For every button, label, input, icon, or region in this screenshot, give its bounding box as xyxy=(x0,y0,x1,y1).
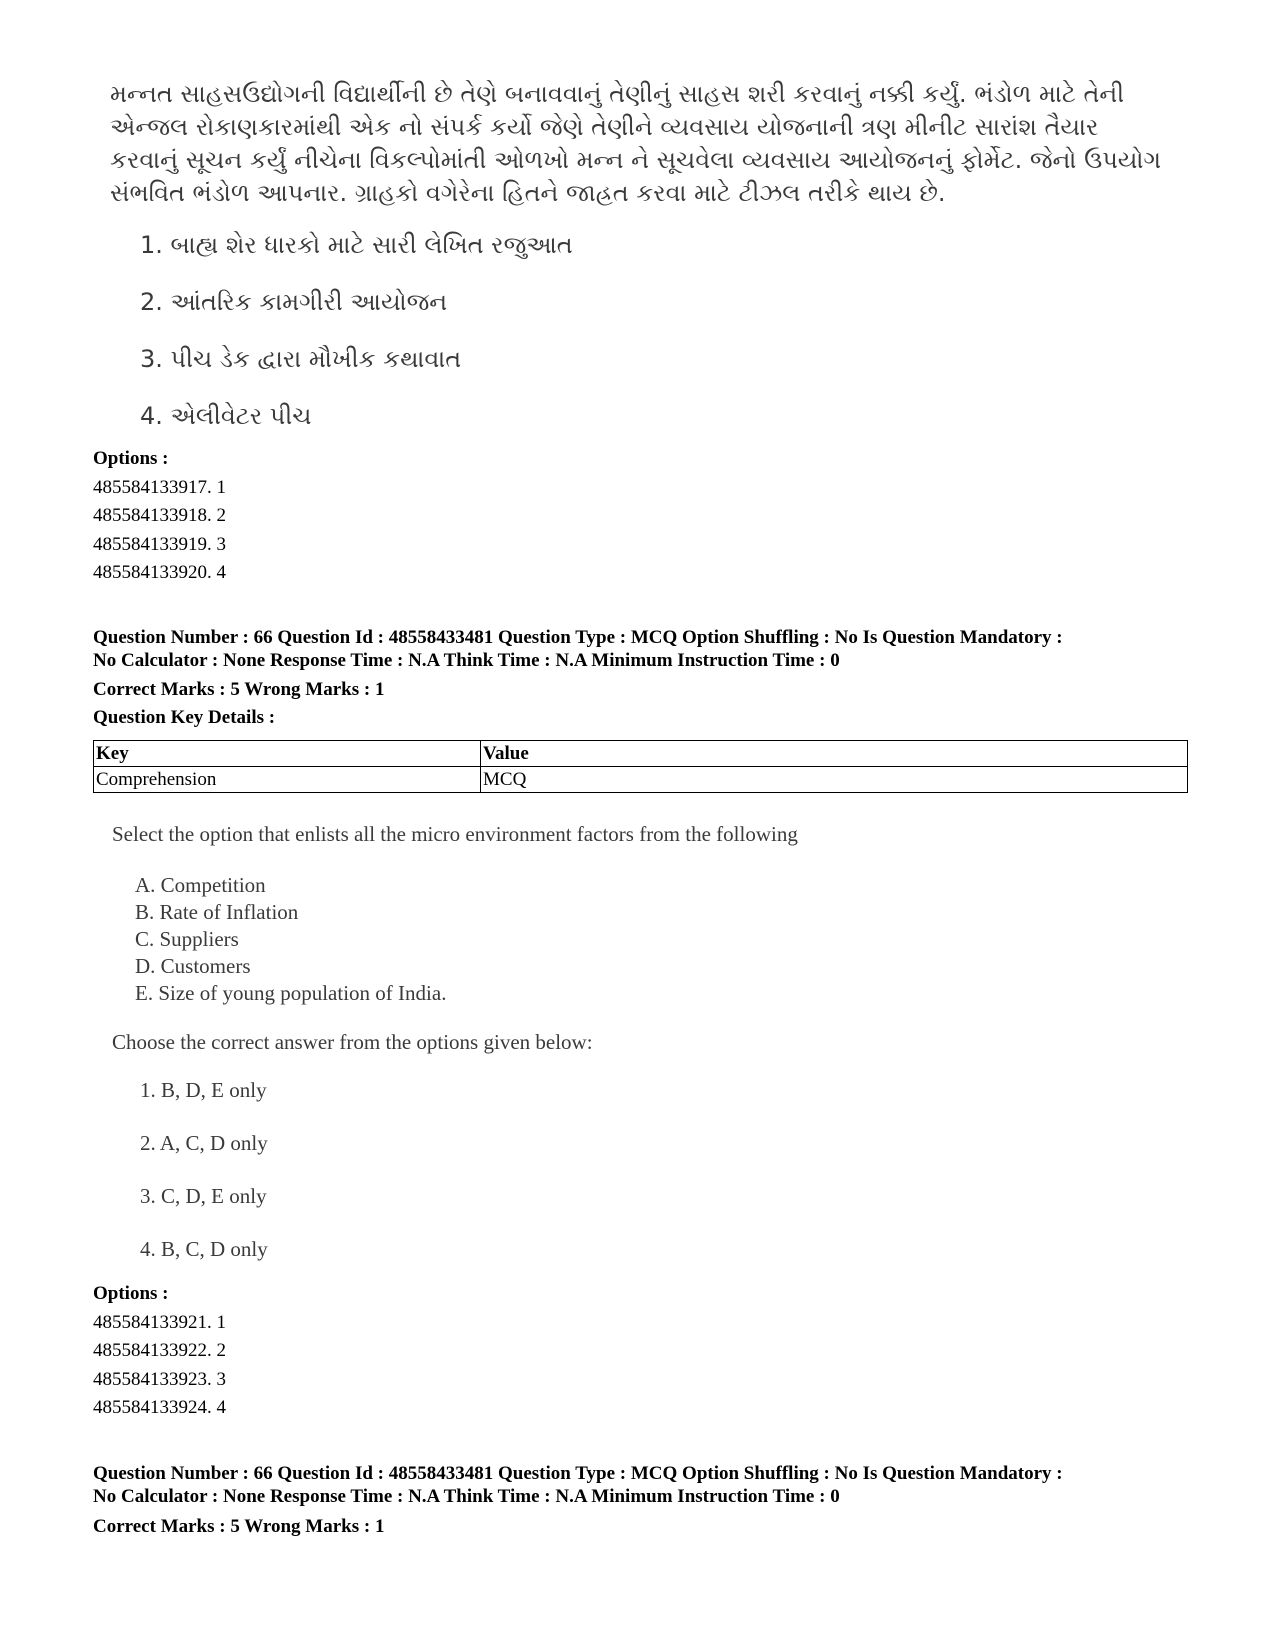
next-question-meta-line-1: Question Number : 66 Question Id : 48558433481 Question Type : MCQ Option Shuffling : No Is Question Mandatory : xyxy=(93,1463,1063,1484)
choice-item: 2. A, C, D only xyxy=(140,1131,268,1155)
question-choices xyxy=(140,1077,268,1289)
option-item: 485584133917. 1 xyxy=(93,476,226,498)
gujarati-choice-3: 3. પીચ ડેક દ્વારા મૌખીક કથાવાત xyxy=(140,345,462,373)
question-meta-line-1: Question Number : 66 Question Id : 48558433481 Question Type : MCQ Option Shuffling : No Is Question Mandatory : xyxy=(93,627,1063,648)
statement-item: D. Customers xyxy=(135,954,251,978)
key-details-label: Question Key Details : xyxy=(93,707,276,728)
question-statements xyxy=(135,872,446,1007)
table-header-row xyxy=(94,741,1188,767)
prev-options-block xyxy=(93,445,226,588)
option-item: 485584133924. 4 xyxy=(93,1397,226,1418)
question-text: Select the option that enlists all the micro environment factors from the following xyxy=(112,822,798,846)
option-item: 485584133920. 4 xyxy=(93,562,226,583)
gujarati-question-text: મન્નત સાહસઉદ્યોગની વિદ્યાર્થીની છે તેણે બનાવવાનું તેણીનું સાહસ શરી કરવાનું નક્કી કર્યું. ભંડોળ માટે તેની એન્જલ રોકાણકારમાંથી એક નો સંપર્ક કર્યો જેણે તેણીને વ્યવસાય યોજનાની ત્રણ મીનીટ સારાંશ તૈયાર કરવાનું સૂચન કર્યું નીચેના વિકલ્પોમાંતી ઓળખો મન્ન ને સૂચવેલા વ્યવસાય આયોજનનું ફોર્મેટ. જેનો ઉપયોગ સંભવિત ભંડોળ આપનાર. ગ્રાહકો વગેરેના હિતને જાહ્રત કરવા માટે ટીઝલ તરીકે થાય છે. xyxy=(110,80,1161,207)
gujarati-choice-1: 1. બાહ્ય શેર ધારકો માટે સારી લેખિત રજુઆત xyxy=(140,231,573,259)
table-header-value: Value xyxy=(481,741,1188,767)
option-item: 485584133921. 1 xyxy=(93,1311,226,1333)
option-item: 485584133918. 2 xyxy=(93,505,226,526)
option-item: 485584133919. 3 xyxy=(93,533,226,555)
question-marks: Correct Marks : 5 Wrong Marks : 1 xyxy=(93,679,385,700)
gujarati-choice-4: 4. એલીવેટર પીચ xyxy=(140,402,312,430)
option-item: 485584133923. 3 xyxy=(93,1368,226,1390)
next-question-marks: Correct Marks : 5 Wrong Marks : 1 xyxy=(93,1516,385,1537)
statement-item: A. Competition xyxy=(135,873,266,897)
question-meta-line-2: No Calculator : None Response Time : N.A Think Time : N.A Minimum Instruction Time : 0 xyxy=(93,650,840,671)
statement-item: E. Size of young population of India. xyxy=(135,981,447,1005)
option-item: 485584133922. 2 xyxy=(93,1340,226,1361)
table-cell-key: Comprehension xyxy=(94,767,481,793)
table-row xyxy=(94,767,1188,793)
question-meta xyxy=(93,626,1203,672)
gujarati-choice-2: 2. આંતરિક કામગીરી આયોજન xyxy=(140,288,448,316)
choice-item: 3. C, D, E only xyxy=(140,1184,267,1208)
next-question-meta xyxy=(93,1462,1203,1508)
choose-instruction: Choose the correct answer from the options given below: xyxy=(112,1030,593,1054)
choice-item: 4. B, C, D only xyxy=(140,1237,268,1261)
gujarati-choices xyxy=(140,230,573,458)
options-block xyxy=(93,1280,226,1423)
next-question-meta-line-2: No Calculator : None Response Time : N.A Think Time : N.A Minimum Instruction Time : 0 xyxy=(93,1486,840,1507)
options-label: Options : xyxy=(93,448,169,469)
statement-item: C. Suppliers xyxy=(135,927,239,951)
statement-item: B. Rate of Inflation xyxy=(135,900,299,924)
table-header-key: Key xyxy=(94,741,481,767)
options-label: Options : xyxy=(93,1283,169,1304)
choice-item: 1. B, D, E only xyxy=(140,1078,267,1102)
table-cell-value: MCQ xyxy=(481,767,1188,793)
key-details-table xyxy=(93,740,1188,793)
